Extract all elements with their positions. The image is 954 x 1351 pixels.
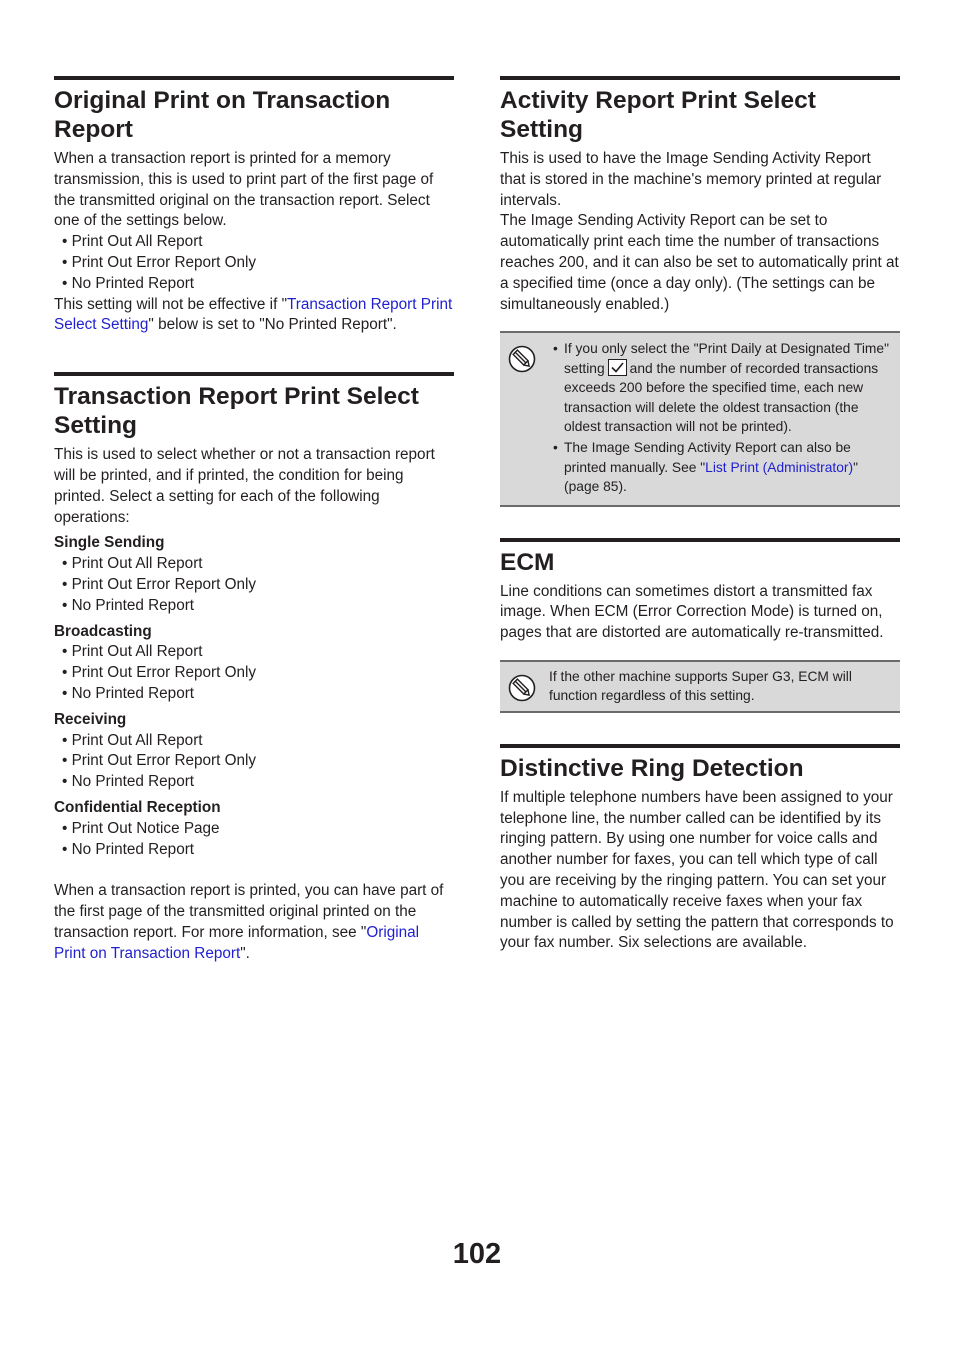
list-item: • No Printed Report: [62, 772, 454, 793]
left-column: [54, 76, 454, 965]
section-original-print: [54, 76, 454, 336]
note-item: • The Image Sending Activity Report can also be printed manually. See "List Print (Administrator)" (page 85).: [553, 438, 892, 496]
section-note: This setting will not be effective if "Transaction Report Print Select Setting" below is set to "No Printed Report".: [54, 295, 453, 334]
checkbox-checked-icon: [608, 359, 627, 376]
section-title: Activity Report Print Select Setting: [500, 87, 816, 143]
note-box: [500, 660, 900, 713]
section-ecm: [500, 538, 900, 713]
list-item: • Print Out All Report: [62, 232, 454, 253]
section-title: Original Print on Transaction Report: [54, 87, 391, 143]
section-distinctive-ring: [500, 744, 900, 954]
section-activity-report: [500, 76, 900, 507]
subheading-single-sending: Single Sending: [54, 534, 165, 552]
section-title: Transaction Report Print Select Setting: [54, 383, 419, 440]
section-intro: When a transaction report is printed for a memory transmission, this is used to print part of the first page of the transmitted original on the transaction report. Select one of the settings below.: [54, 150, 434, 230]
list-item: • Print Out Error Report Only: [62, 575, 454, 596]
paragraph: Line conditions can sometimes distort a transmitted fax image. When ECM (Error Correction Mode) is turned on, pages that are distorted are automatically re-transmitted.: [500, 582, 884, 642]
subheading-broadcasting: Broadcasting: [54, 622, 152, 640]
list-item: • Print Out Notice Page: [62, 819, 454, 840]
list-item: • Print Out All Report: [62, 554, 454, 575]
option-list: [54, 232, 454, 294]
section-outro: When a transaction report is printed, you can have part of the first page of the transmitted original printed on the transaction report. For more information, see "Original Print on Transaction Report".: [54, 882, 444, 962]
link-transaction-report-print-select[interactable]: Transaction Report Print Select Setting: [54, 295, 453, 334]
list-item: • No Printed Report: [62, 596, 454, 617]
section-transaction-report: [54, 372, 454, 964]
subheading-receiving: Receiving: [54, 710, 127, 728]
list-item: • Print Out Error Report Only: [62, 663, 454, 684]
section-intro: This is used to select whether or not a transaction report will be printed, and if printed, the condition for being printed. Select a setting for each of the following operations:: [54, 446, 435, 526]
option-list: [54, 731, 454, 793]
list-item: • No Printed Report: [62, 684, 454, 705]
list-item: • No Printed Report: [62, 840, 454, 861]
list-item: • No Printed Report: [62, 274, 454, 295]
page-number: 102: [452, 1238, 502, 1270]
option-list: [54, 819, 454, 861]
paragraph: If multiple telephone numbers have been assigned to your telephone line, the number called can be identified by its ringing pattern. By using one number for voice calls and another number for faxes, you can tell which type of call you are receiving by the ringing pattern. You can set your machine to automatically receive faxes when your fax number is called by setting the pattern that corresponds to your fax number. Six selections are available.: [500, 788, 894, 952]
section-title: Distinctive Ring Detection: [500, 754, 804, 782]
note-text: If the other machine supports Super G3, ECM will function regardless of this setting.: [549, 669, 852, 704]
note-item: • If you only select the "Print Daily at Designated Time" setting and the number of recorded transactions exceeds 200 before the specified time, each new transaction will delete the oldest transaction (the oldest transaction will not be printed).: [553, 339, 892, 436]
option-list: [54, 642, 454, 704]
right-column: [500, 76, 900, 954]
paragraph: This is used to have the Image Sending Activity Report that is stored in the machine's memory printed at regular intervals.: [500, 150, 882, 209]
paragraph: The Image Sending Activity Report can be set to automatically print each time the number of transactions reaches 200, and it can also be set to automatically print at a specified time (once a day only). (The settings can be simultaneously enabled.): [500, 212, 899, 313]
list-item: • Print Out All Report: [62, 642, 454, 663]
note-box: [500, 331, 900, 506]
subheading-confidential-reception: Confidential Reception: [54, 798, 221, 816]
note-list: [553, 339, 892, 496]
option-list: [54, 554, 454, 616]
pencil-note-icon: [508, 674, 536, 702]
pencil-note-icon: [508, 345, 536, 373]
list-item: • Print Out Error Report Only: [62, 253, 454, 274]
link-original-print[interactable]: Original Print on Transaction Report: [54, 923, 420, 962]
list-item: • Print Out All Report: [62, 731, 454, 752]
section-title: ECM: [500, 548, 555, 576]
list-item: • Print Out Error Report Only: [62, 751, 454, 772]
link-list-print[interactable]: List Print (Administrator): [705, 459, 854, 475]
